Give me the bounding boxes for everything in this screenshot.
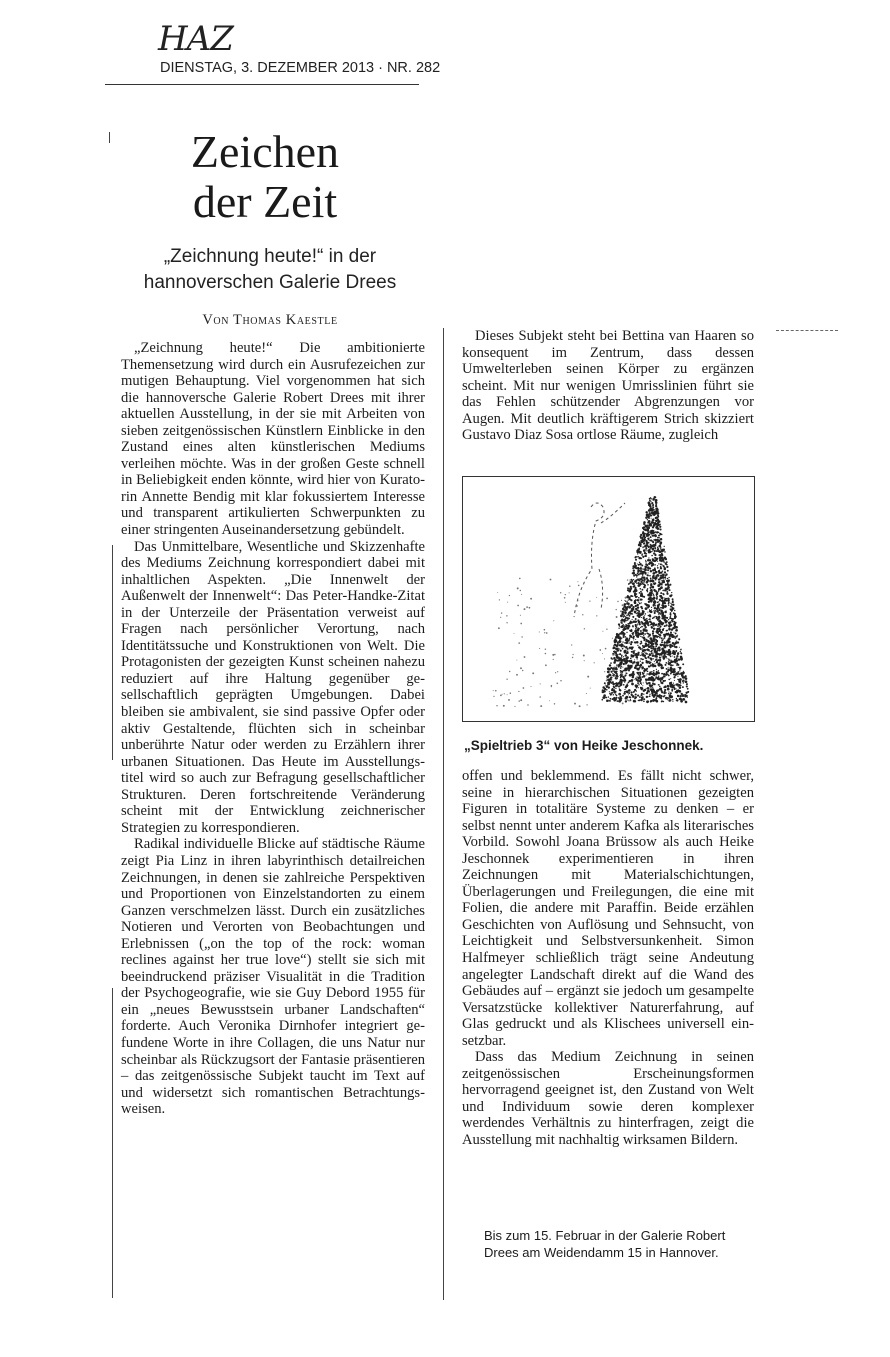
- margin-rule: [112, 545, 113, 760]
- headline-line-2: der Zeit: [192, 176, 338, 227]
- article-column-left: [121, 340, 425, 1118]
- exhibition-info: Bis zum 15. Februar in der Galerie Robert Drees am Weidendamm 15 in Hannover.: [484, 1228, 726, 1260]
- article-byline: Von Thomas Kaestle: [202, 312, 338, 328]
- paragraph: Dieses Subjekt steht bei Bettina van Haaren so konsequent im Zentrum, dass dessen Umwelterleben seinen Körper zu ergänzen scheint. Mit nur wenigen Umrisslinien führt sie das Fehlen schützender Abgrenzungen vor Augen. Mit deutlich kräftigerem Strich skizziert Gustavo Diaz Sosa ortlose Räume, zugleich: [462, 328, 754, 444]
- article-column-right-top: [462, 328, 754, 444]
- artwork-drawing: [463, 477, 754, 721]
- column-divider: [443, 328, 444, 1300]
- cut-line: [776, 330, 838, 331]
- paragraph: offen und beklemmend. Es fällt nicht schwer, seine in hierarchischen Situationen gezeigten Figuren in totalitäre Systeme zu denken – er selbst nennt unter anderem Kafka als literarisches Vorbild. Sowohl Joana Brüssow als auch Heike Jeschonnek experimentieren in ihren Zeichnungen mit Materialschichtungen, Überlagerungen und Freilegungen, die eine mit Folien, die andere mit Paraffin. Beide erzählen Geschichten von Auflösung und Sehnsucht, von Leichtigkeit und Selbstversunkenheit. Simon Halfmeyer schließlich trägt seine Andeutung angelegter Landschaft direkt auf die Wand des Gebäudes auf – ergänzt sie jedoch um gesampelte Versatzstücke kollektiver Naturerfahrung, auf Glas gedruckt und als Klischees universell einsetzbar.: [462, 768, 754, 1049]
- headline-line-1: Zeichen: [190, 126, 340, 177]
- paragraph: Radikal individuelle Blicke auf städtische Räume zeigt Pia Linz in ihren labyrinthisch detailreichen Zeichnungen, in denen sie zahlreiche Perspektiven und Proportionen von Einzelstandorten zu einem Ganzen verschmelzen lässt. Durch ein zusätzliches Notieren und Verorten von Beobachtungen und Erlebnissen („on the top of the rock: woman reclines against her true love“) stellt sie sich mit beeindruckend präziser Visualität in die Tradition der Psychogeografie, wie sie Guy Debord 1955 für ein „neues Bewusstsein urbaner Landschaften“ forderte. Auch Veronika Dirnhofer integriert gefundene Worte in ihre Collagen, die uns Natur nur scheinbar als Rückzugsort der Fantasie präsentieren – das zeitgenössische Subjekt taucht im Text auf und widersetzt sich romantischen Betrachtungsweisen.: [121, 836, 425, 1118]
- figure-caption: „Spieltrieb 3“ von Heike Jeschonnek.: [464, 738, 704, 753]
- paragraph: Das Unmittelbare, Wesentliche und Skizzenhafte des Mediums Zeichnung korrespondiert dabei mit inhaltlichen Aspekten. „Die Innenwelt der Außenwelt der Innenwelt“: Das Peter-Handke-Zitat in der Unterzeile der Präsentation verweist auf Fragen nach persönlicher Verortung, nach Identitätssuche und Konstruktionen von Welt. Die Protagonisten der gezeigten Kunst scheinen nahezu reduziert auf ihre Haltung gegenüber gesellschaftlich geprägten Umgebungen. Dabei bleiben sie ambivalent, sie sind passive Opfer oder aktiv Gestaltende, flüchten sich in scheinbar unberührte Natur oder werden zu Erzählern ihrer urbanen Situationen. Das Heute im Ausstellungstitel wird so auch zur Befragung gesellschaftlicher Strukturen. Deren fortschreitende Veränderung scheint mit der Entwicklung zeichnerischer Strategien zu korrespondieren.: [121, 538, 425, 836]
- article-headline: [115, 127, 415, 227]
- dateline: DIENSTAG, 3. DEZEMBER 2013 · NR. 282: [160, 60, 441, 76]
- newspaper-logo: HAZ: [158, 19, 233, 59]
- artwork-image: [462, 476, 755, 722]
- paragraph: „Zeichnung heute!“ Die ambitionierte Themensetzung wird durch ein Ausrufezeichen zur mutigen Behauptung. Viel vorgenommen hat sich die hannoversche Galerie Robert Drees mit ihrer aktuellen Ausstellung, in der sie mit Arbeiten von sieben zeitgenössischen Künstlern Einblicke in den Zustand eines alten künstlerischen Mediums verleihen möchte. Was in der großen Geste schnell in Beliebigkeit enden könnte, wird hier von Kuratorin Annette Bendig mit klar fokussiertem Interesse und transparent artikulierten Schwerpunkten zu einer stringenten Auseinandersetzung gebündelt.: [121, 340, 425, 539]
- paragraph: Dass das Medium Zeichnung in seinen zeitgenössischen Erscheinungsformen hervorragend geeignet ist, den Zustand von Welt und Individuum sowie deren komplexer werdendes Verhältnis zu hinterfragen, zeigt die Ausstellung mit nachhaltig wirksamen Bildern.: [462, 1049, 754, 1149]
- margin-rule: [112, 988, 113, 1298]
- margin-mark: [109, 132, 110, 143]
- article-column-right-bottom: [462, 768, 754, 1149]
- masthead-divider: [105, 84, 419, 85]
- article-subheadline: „Zeichnung heute!“ in der hannoverschen Galerie Drees: [143, 246, 397, 293]
